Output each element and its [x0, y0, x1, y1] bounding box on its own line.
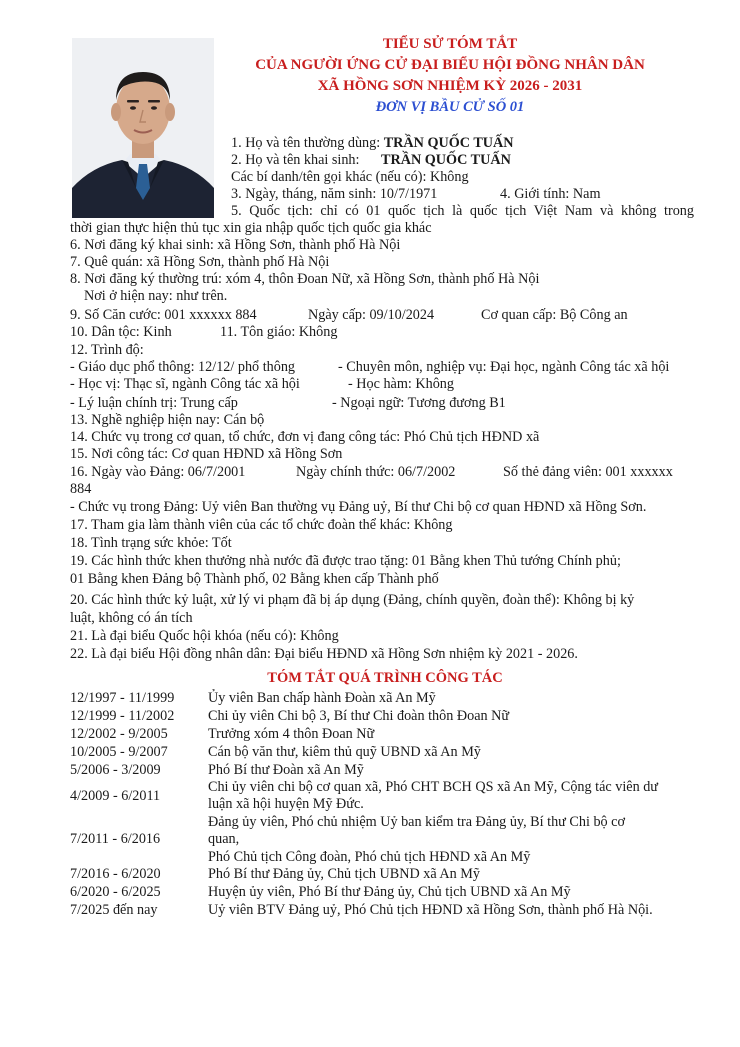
work-description-line-3: Phó Chủ tịch Công đoàn, Phó chủ tịch HĐND xã An Mỹ — [208, 849, 531, 865]
id-issue-date: Ngày cấp: 09/10/2024 — [308, 307, 435, 323]
organizations: 17. Tham gia làm thành viên của các tổ chức đoàn thể khác: Không — [70, 517, 453, 533]
nationality-line-2: thời gian thực hiện thủ tục xin gia nhập quốc tịch quốc gia khác — [70, 220, 432, 236]
common-name-label: 1. Họ và tên thường dùng: — [231, 135, 381, 151]
people-council-delegate: 22. Là đại biểu Hội đồng nhân dân: Đại biểu HĐND xã Hồng Sơn nhiệm kỳ 2021 - 2026. — [70, 646, 578, 662]
party-card-number: Số thẻ đảng viên: 001 xxxxxx — [503, 464, 673, 480]
occupation: 13. Nghề nghiệp hiện nay: Cán bộ — [70, 412, 265, 428]
ethnicity: 10. Dân tộc: Kinh — [70, 324, 172, 340]
party-role: - Chức vụ trong Đảng: Uỷ viên Ban thường vụ Đảng uỷ, Bí thư Chi bộ cơ quan HĐND xã Hồng Sơn. — [70, 499, 647, 515]
work-period: 6/2020 - 6/2025 — [70, 884, 161, 900]
edu-general: - Giáo dục phổ thông: 12/12/ phổ thông — [70, 359, 296, 375]
edu-politics: - Lý luận chính trị: Trung cấp — [70, 395, 238, 411]
edu-language: - Ngoại ngữ: Tương đương B1 — [332, 395, 506, 411]
work-history-title: TÓM TẮT QUÁ TRÌNH CÔNG TÁC — [267, 670, 503, 686]
work-description-line-1: Chi ủy viên chi bộ cơ quan xã, Phó CHT BCH QS xã An Mỹ, Cộng tác viên dư — [208, 779, 658, 795]
edu-degree: - Học vị: Thạc sĩ, ngành Công tác xã hội — [70, 376, 300, 392]
discipline-line-2: luật, không có án tích — [70, 610, 193, 626]
birth-name-line — [231, 152, 511, 169]
party-card-number-end: 884 — [70, 481, 92, 497]
common-name-line — [231, 135, 514, 152]
birth-registration: 6. Nơi đăng ký khai sinh: xã Hồng Sơn, thành phố Hà Nội — [70, 237, 401, 253]
work-period: 10/2005 - 9/2007 — [70, 744, 168, 760]
current-position: 14. Chức vụ trong cơ quan, tổ chức, đơn vị đang công tác: Phó Chủ tịch HĐND xã — [70, 429, 540, 445]
portrait-photo — [72, 38, 214, 218]
nationality-line-1: 5. Quốc tịch: chỉ có 01 quốc tịch là quốc tịch Việt Nam và không trong — [231, 203, 694, 219]
awards-line-2: 01 Bằng khen Đảng bộ Thành phố, 02 Bằng khen cấp Thành phố — [70, 571, 439, 587]
common-name-value: TRẦN QUỐC TUẤN — [383, 135, 514, 151]
work-description: Phó Bí thư Đảng ủy, Chủ tịch UBND xã An Mỹ — [208, 866, 480, 882]
birth-name-value: TRẦN QUỐC TUẤN — [381, 152, 511, 168]
work-description: Cán bộ văn thư, kiêm thủ quỹ UBND xã An Mỹ — [208, 744, 481, 760]
doc-term: XÃ HỒNG SƠN NHIỆM KỲ 2026 - 2031 — [317, 78, 583, 94]
work-period: 7/2025 đến nay — [70, 902, 158, 918]
current-residence: Nơi ở hiện nay: như trên. — [84, 288, 228, 304]
party-official-date: Ngày chính thức: 06/7/2002 — [296, 464, 456, 480]
religion: 11. Tôn giáo: Không — [220, 324, 338, 340]
work-description: Phó Bí thư Đoàn xã An Mỹ — [208, 762, 364, 778]
work-period: 12/2002 - 9/2005 — [70, 726, 168, 742]
doc-title: TIỂU SỬ TÓM TẮT — [382, 36, 518, 52]
work-description: Uỷ viên BTV Đảng uỷ, Phó Chủ tịch HĐND xã Hồng Sơn, thành phố Hà Nội. — [208, 902, 653, 918]
hometown: 7. Quê quán: xã Hồng Sơn, thành phố Hà Nội — [70, 254, 330, 270]
permanent-residence: 8. Nơi đăng ký thường trú: xóm 4, thôn Đoan Nữ, xã Hồng Sơn, thành phố Hà Nội — [70, 271, 540, 287]
national-assembly-delegate: 21. Là đại biểu Quốc hội khóa (nếu có): Không — [70, 628, 339, 644]
birth-name-label: 2. Họ và tên khai sinh: — [231, 152, 360, 168]
edu-title: - Học hàm: Không — [348, 376, 454, 392]
work-period: 7/2016 - 6/2020 — [70, 866, 161, 882]
health: 18. Tình trạng sức khỏe: Tốt — [70, 535, 232, 551]
gender: 4. Giới tính: Nam — [500, 186, 601, 202]
education-heading: 12. Trình độ: — [70, 342, 144, 358]
doc-subtitle: CỦA NGƯỜI ỨNG CỬ ĐẠI BIỂU HỘI ĐỒNG NHÂN DÂN — [255, 57, 645, 73]
work-period: 4/2009 - 6/2011 — [70, 788, 161, 804]
work-description-line-1: Đảng ủy viên, Phó chủ nhiệm Uỷ ban kiểm tra Đảng ủy, Bí thư Chi bộ cơ — [208, 814, 625, 830]
work-period: 12/1999 - 11/2002 — [70, 708, 175, 724]
date-of-birth: 3. Ngày, tháng, năm sinh: 10/7/1971 — [231, 186, 438, 202]
work-description: Trưởng xóm 4 thôn Đoan Nữ — [208, 726, 375, 742]
electoral-unit: ĐƠN VỊ BẦU CỬ SỐ 01 — [375, 99, 525, 115]
workplace: 15. Nơi công tác: Cơ quan HĐND xã Hồng Sơn — [70, 446, 343, 462]
work-description-line-2: luận xã hội huyện Mỹ Đức. — [208, 796, 364, 812]
work-description: Chi ủy viên Chi bộ 3, Bí thư Chi đoàn thôn Đoan Nữ — [208, 708, 510, 724]
work-period: 12/1997 - 11/1999 — [70, 690, 175, 706]
work-period: 7/2011 - 6/2016 — [70, 831, 161, 847]
work-description: Huyện ủy viên, Phó Bí thư Đảng ủy, Chủ tịch UBND xã An Mỹ — [208, 884, 571, 900]
id-issuer: Cơ quan cấp: Bộ Công an — [481, 307, 628, 323]
id-number: 9. Số Căn cước: 001 xxxxxx 884 — [70, 307, 257, 323]
party-join-date: 16. Ngày vào Đảng: 06/7/2001 — [70, 464, 246, 480]
work-description: Ủy viên Ban chấp hành Đoàn xã An Mỹ — [208, 690, 436, 706]
work-description-line-2: quan, — [208, 831, 240, 847]
work-period: 5/2006 - 3/2009 — [70, 762, 161, 778]
aliases: Các bí danh/tên gọi khác (nếu có): Không — [231, 169, 469, 185]
edu-major: - Chuyên môn, nghiệp vụ: Đại học, ngành Công tác xã hội — [338, 359, 670, 375]
discipline-line-1: 20. Các hình thức kỷ luật, xử lý vi phạm đã bị áp dụng (Đảng, chính quyền, đoàn thể): Không bị kỷ — [70, 592, 635, 608]
awards-line-1: 19. Các hình thức khen thưởng nhà nước đã được trao tặng: 01 Bằng khen Thủ tướng Chính phủ; — [70, 553, 621, 569]
